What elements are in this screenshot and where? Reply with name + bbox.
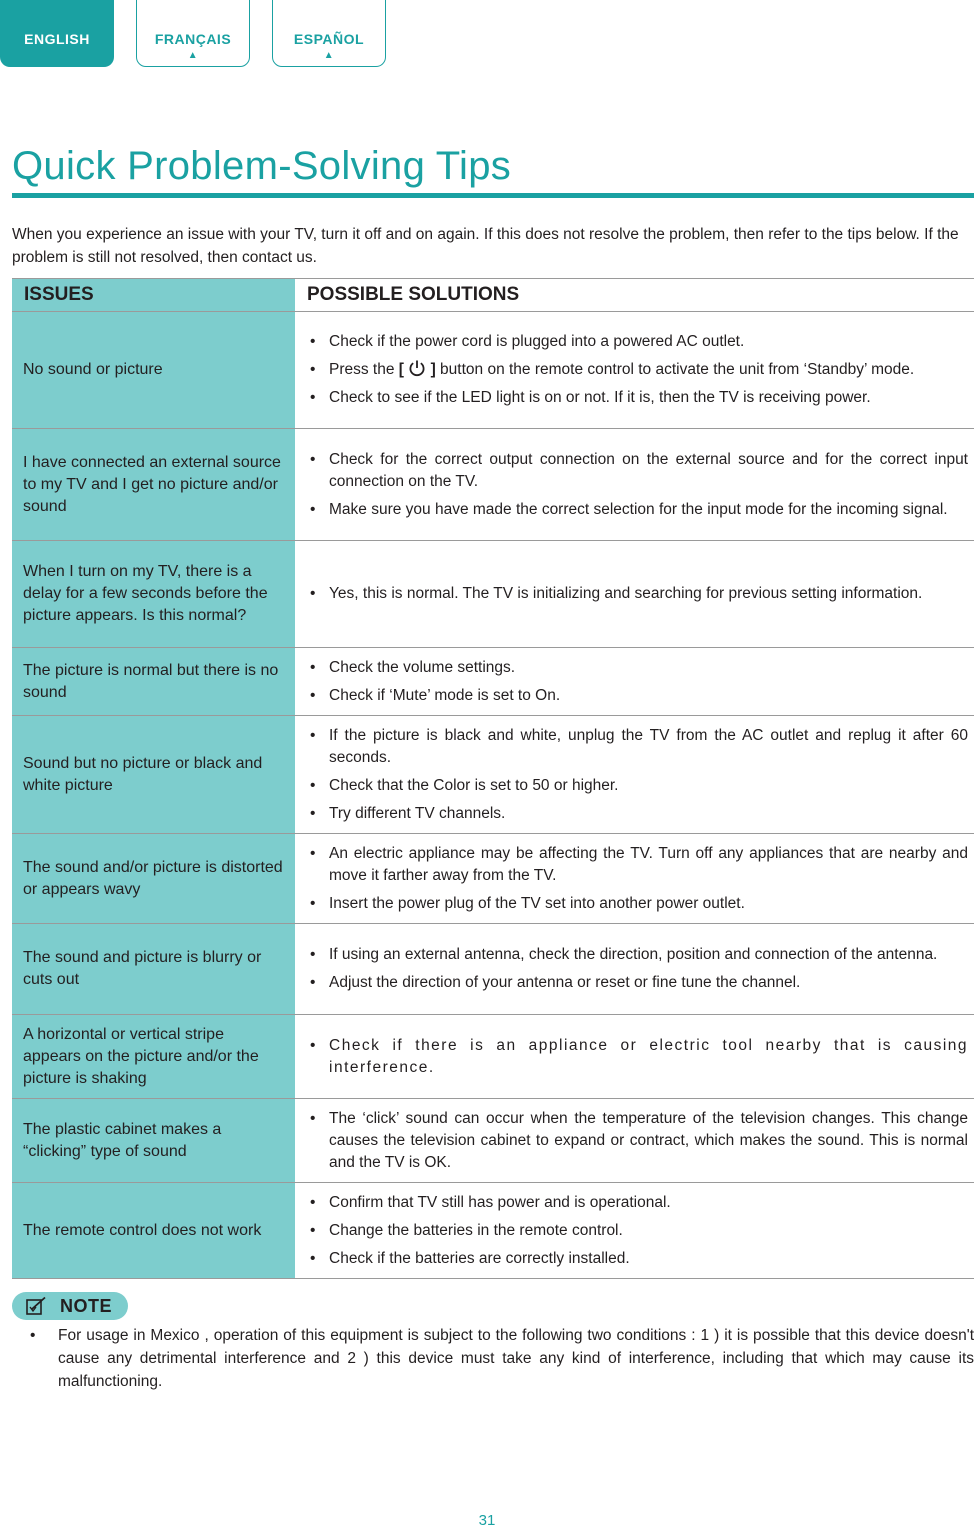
table-row [12, 429, 974, 541]
tab-espanol[interactable] [272, 0, 386, 67]
issue-cell: Sound but no picture or black and white picture [12, 716, 295, 834]
table-row [12, 1183, 974, 1279]
note-item [30, 1324, 974, 1393]
solution-item: • Check if the batteries are correctly installed. [307, 1248, 968, 1270]
solution-item: • Change the batteries in the remote control. [307, 1220, 968, 1242]
solutions-cell [295, 1183, 974, 1279]
table-row [12, 1099, 974, 1183]
tab-english[interactable] [0, 0, 114, 67]
solutions-cell [295, 1099, 974, 1183]
note-edit-icon [26, 1296, 48, 1316]
column-header-solutions: POSSIBLE SOLUTIONS [295, 279, 974, 312]
solutions-cell [295, 1015, 974, 1099]
solution-item: • Check the volume settings. [307, 657, 968, 679]
issue-cell: The sound and/or picture is distorted or appears wavy [12, 834, 295, 924]
up-arrow-icon: ▲ [323, 50, 335, 61]
solution-item: • If the picture is black and white, unplug the TV from the AC outlet and replug it after 60 seconds. [307, 725, 968, 769]
table-row [12, 1015, 974, 1099]
note-label: NOTE [60, 1296, 113, 1316]
solution-item: • If using an external antenna, check the direction, position and connection of the antenna. [307, 944, 968, 966]
solutions-cell [295, 834, 974, 924]
issue-cell: The sound and picture is blurry or cuts out [12, 924, 295, 1015]
solution-item: • Check to see if the LED light is on or not. If it is, then the TV is receiving power. [307, 387, 968, 409]
table-row [12, 716, 974, 834]
language-tabs [0, 0, 400, 68]
solution-item: • Check if ‘Mute’ mode is set to On. [307, 685, 968, 707]
solution-item: • Make sure you have made the correct selection for the input mode for the incoming signal. [307, 499, 968, 521]
table-row [12, 312, 974, 429]
solution-item: • Check that the Color is set to 50 or higher. [307, 775, 968, 797]
solution-text: button on the remote control to activate the unit from ‘Standby’ mode. [435, 361, 915, 378]
solution-text: Press the [329, 361, 399, 378]
table-row [12, 541, 974, 648]
issue-cell: No sound or picture [12, 312, 295, 429]
solution-item: • Try different TV channels. [307, 803, 968, 825]
issue-cell: The picture is normal but there is no sound [12, 648, 295, 716]
solutions-cell [295, 648, 974, 716]
title-divider [12, 193, 974, 198]
solutions-cell [295, 429, 974, 541]
page-title: Quick Problem-Solving Tips [12, 144, 512, 188]
solution-item [307, 359, 968, 381]
bracket-open: [ [398, 361, 404, 378]
solution-item: • Yes, this is normal. The TV is initializing and searching for previous setting information. [307, 583, 968, 605]
up-arrow-icon: ▲ [187, 50, 199, 61]
table-header-row [12, 279, 974, 312]
issue-cell: The remote control does not work [12, 1183, 295, 1279]
solution-item: • Adjust the direction of your antenna or reset or fine tune the channel. [307, 972, 968, 994]
issue-cell: I have connected an external source to my TV and I get no picture and/or sound [12, 429, 295, 541]
power-icon [408, 359, 426, 377]
solution-item: • Insert the power plug of the TV set into another power outlet. [307, 893, 968, 915]
solution-item: • Check if there is an appliance or electric tool nearby that is causing interference. [307, 1035, 968, 1079]
table-row [12, 648, 974, 716]
bracket-close: ] [430, 361, 436, 378]
solutions-cell [295, 924, 974, 1015]
page-number: 31 [478, 1512, 496, 1529]
intro-paragraph: When you experience an issue with your TV, turn it off and on again. If this does not resolve the problem, then refer to the tips below. If the problem is still not resolved, then contact us. [12, 226, 959, 266]
solution-item: • The ‘click’ sound can occur when the temperature of the television changes. This change causes the television cabinet to expand or contract, which makes the sound. This is normal and the TV is OK. [307, 1108, 968, 1174]
note-text: For usage in Mexico , operation of this equipment is subject to the following two conditions : 1 ) it is possible that this device doesn't cause any detrimental interference and 2 ) this device must take any kind of interference, including that which may cause its malfunctioning. [58, 1327, 974, 1390]
solution-item: • An electric appliance may be affecting the TV. Turn off any appliances that are nearby and move it farther away from the TV. [307, 843, 968, 887]
table-row [12, 834, 974, 924]
issue-cell: A horizontal or vertical stripe appears on the picture and/or the picture is shaking [12, 1015, 295, 1099]
tips-table [12, 278, 974, 1279]
issue-cell: When I turn on my TV, there is a delay for a few seconds before the picture appears. Is this normal? [12, 541, 295, 648]
tab-francais-label: FRANÇAIS [154, 31, 232, 47]
solution-item: • Confirm that TV still has power and is operational. [307, 1192, 968, 1214]
tab-espanol-label: ESPAÑOL [293, 31, 365, 47]
column-header-issues: ISSUES [12, 279, 295, 312]
solution-item: • Check for the correct output connection on the external source and for the correct input connection on the TV. [307, 449, 968, 493]
issue-cell: The plastic cabinet makes a “clicking” type of sound [12, 1099, 295, 1183]
solutions-cell [295, 312, 974, 429]
tab-english-label: ENGLISH [24, 31, 90, 47]
solution-item: • Check if the power cord is plugged into a powered AC outlet. [307, 331, 968, 353]
bullet: • [30, 1327, 36, 1344]
table-row [12, 924, 974, 1015]
note-badge [12, 1292, 128, 1320]
solutions-cell [295, 716, 974, 834]
solutions-cell [295, 541, 974, 648]
tab-francais[interactable] [136, 0, 250, 67]
